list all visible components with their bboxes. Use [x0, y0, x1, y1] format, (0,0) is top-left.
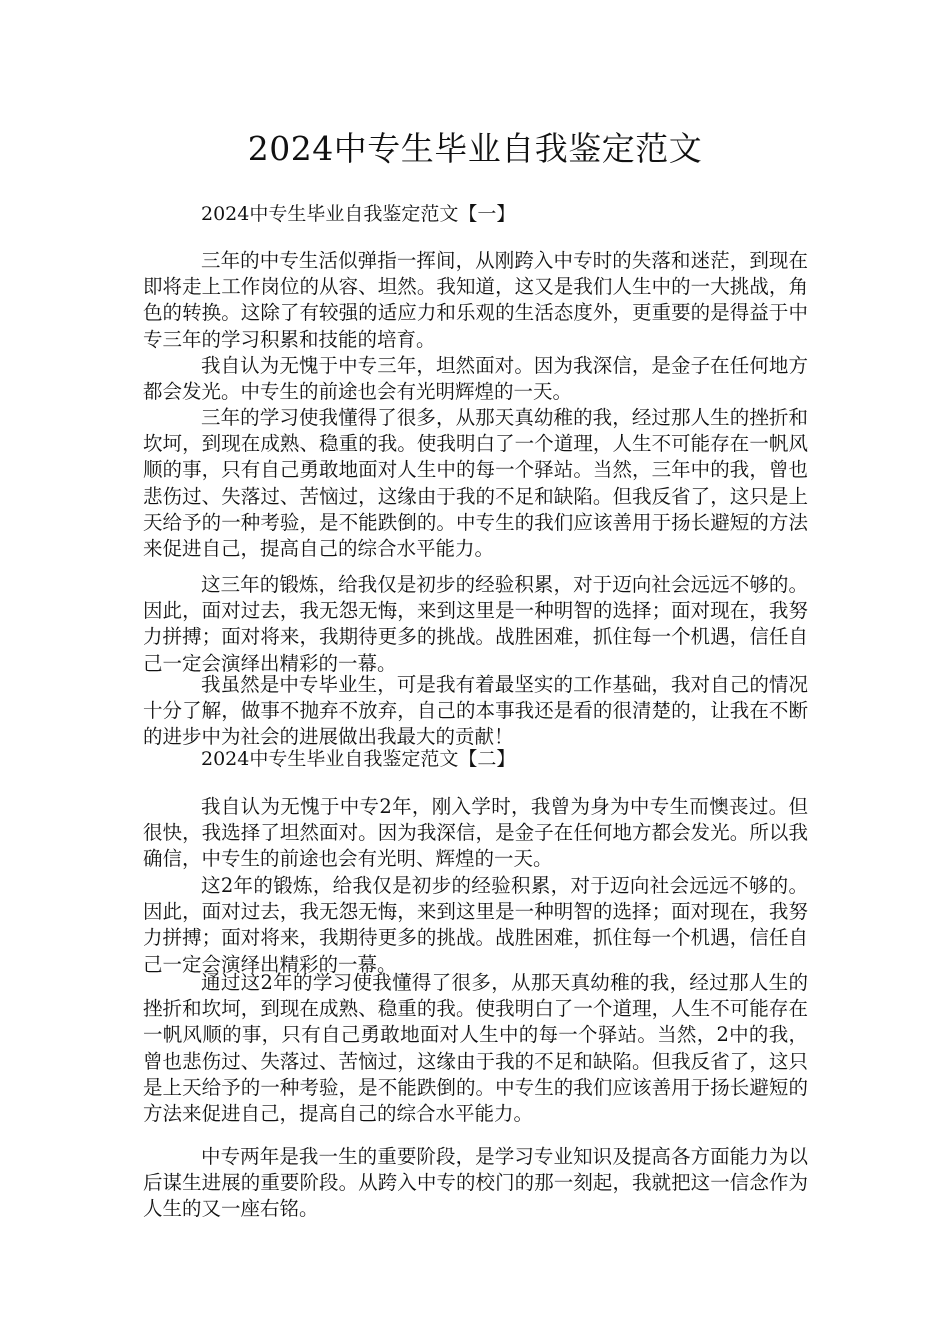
section-heading-1: 2024中专生毕业自我鉴定范文【一】: [201, 203, 516, 225]
document-title: 2024中专生毕业自我鉴定范文: [247, 129, 703, 168]
paragraph: 中专两年是我一生的重要阶段，是学习专业知识及提高各方面能力为以后谋生进展的重要阶段。从跨入中专的校门的那一刻起，我就把这一信念作为人生的又一座右铭。: [143, 1145, 808, 1221]
paragraph: 这2年的锻炼，给我仅是初步的经验积累，对于迈向社会远远不够的。因此，面对过去，我无怨无悔，来到这里是一种明智的选择；面对现在，我努力拼搏；面对将来，我期待更多的挑战。战胜困难，抓住每一个机遇，信任自己一定会演绎出精彩的一幕。: [143, 874, 808, 976]
paragraph: 我自认为无愧于中专2年，刚入学时，我曾为身为中专生而懊丧过。但很快，我选择了坦然面对。因为我深信，是金子在任何地方都会发光。所以我确信，中专生的前途也会有光明、辉煌的一天。: [143, 795, 808, 871]
paragraph: 我自认为无愧于中专三年，坦然面对。因为我深信，是金子在任何地方都会发光。中专生的前途也会有光明辉煌的一天。: [143, 354, 808, 404]
paragraph: 三年的中专生活似弹指一挥间，从刚跨入中专时的失落和迷茫，到现在即将走上工作岗位的从容、坦然。我知道，这又是我们人生中的一大挑战，角色的转换。这除了有较强的适应力和乐观的生活态度外，更重要的是得益于中专三年的学习积累和技能的培育。: [143, 249, 808, 351]
paragraph: 我虽然是中专毕业生，可是我有着最坚实的工作基础，我对自己的情况十分了解，做事不抛弃不放弃，自己的本事我还是看的很清楚的，让我在不断的进步中为社会的进展做出我最大的贡献！: [143, 673, 808, 749]
paragraph: 这三年的锻炼，给我仅是初步的经验积累，对于迈向社会远远不够的。因此，面对过去，我无怨无悔，来到这里是一种明智的选择；面对现在，我努力拼搏；面对将来，我期待更多的挑战。战胜困难，抓住每一个机遇，信任自己一定会演绎出精彩的一幕。: [143, 573, 808, 675]
section-heading-2: 2024中专生毕业自我鉴定范文【二】: [201, 748, 516, 770]
paragraph: 通过这2年的学习使我懂得了很多，从那天真幼稚的我，经过那人生的挫折和坎坷，到现在成熟、稳重的我。使我明白了一个道理，人生不可能存在一帆风顺的事，只有自己勇敢地面对人生中的每一个驿站。当然，2中的我，曾也悲伤过、失落过、苦恼过，这缘由于我的不足和缺陷。但我反省了，这只是上天给予的一种考验，是不能跌倒的。中专生的我们应该善用于扬长避短的方法来促进自己，提高自己的综合水平能力。: [143, 971, 808, 1126]
paragraph: 三年的学习使我懂得了很多，从那天真幼稚的我，经过那人生的挫折和坎坷，到现在成熟、稳重的我。使我明白了一个道理，人生不可能存在一帆风顺的事，只有自己勇敢地面对人生中的每一个驿站。当然，三年中的我，曾也悲伤过、失落过、苦恼过，这缘由于我的不足和缺陷。但我反省了，这只是上天给予的一种考验，是不能跌倒的。中专生的我们应该善用于扬长避短的方法来促进自己，提高自己的综合水平能力。: [143, 406, 808, 561]
